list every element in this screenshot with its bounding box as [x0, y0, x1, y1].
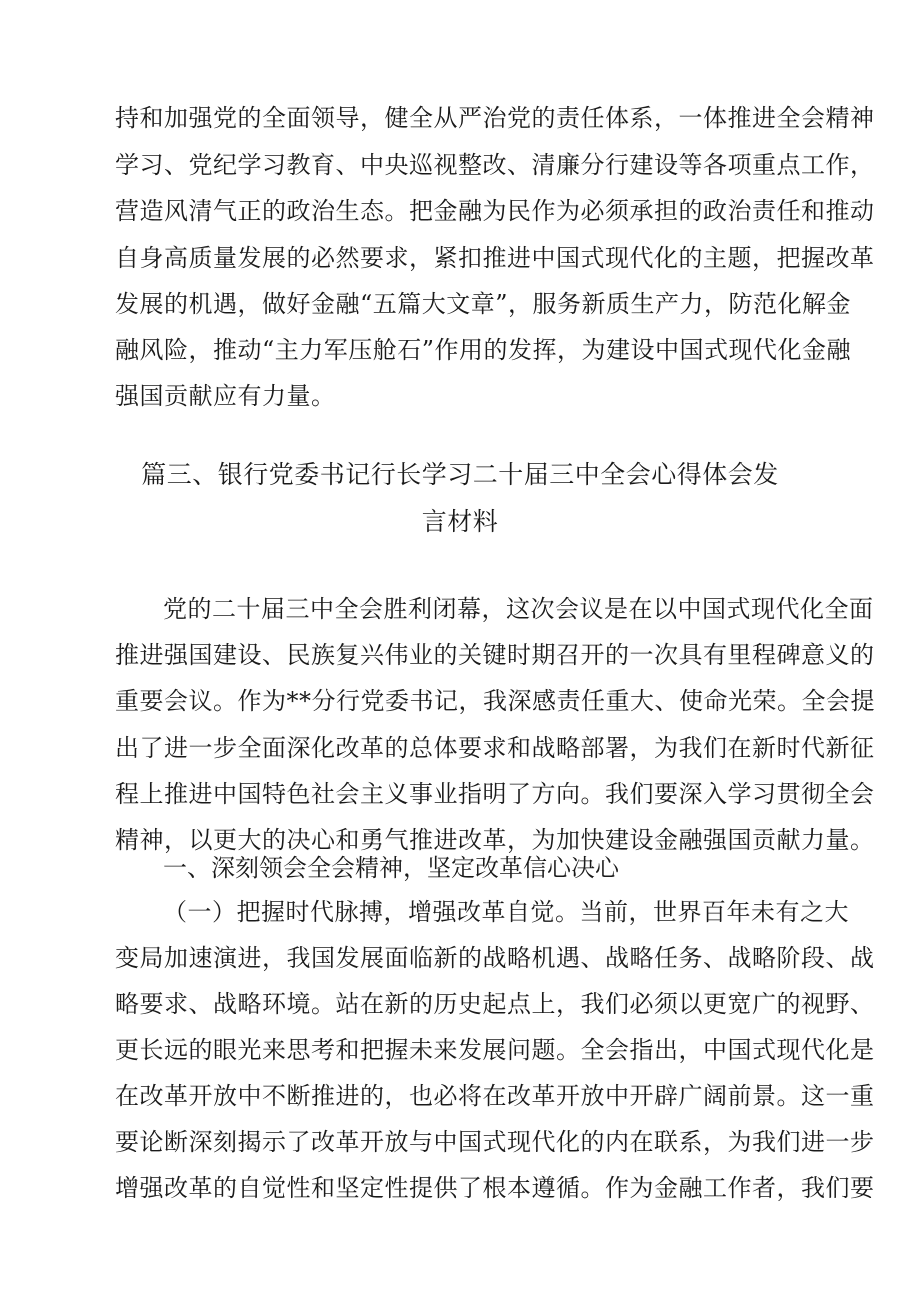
section-body-line: 略要求、战略环境。站在新的历史起点上，我们必须以更宽广的视野、	[115, 990, 875, 1018]
prev-section-line: 营造风清气正的政治生态。把金融为民作为必须承担的政治责任和推动	[115, 197, 875, 225]
section-body-line: （一）把握时代脉搏，增强改革自觉。当前，世界百年未有之大	[163, 898, 849, 926]
prev-section-line: 融风险，推动“主力军压舱石”作用的发挥，为建设中国式现代化金融	[115, 336, 852, 364]
prev-section-line: 自身高质量发展的必然要求，紧扣推进中国式现代化的主题，把握改革	[115, 244, 875, 272]
prev-section-line: 持和加强党的全面领导，健全从严治党的责任体系，一体推进全会精神	[115, 104, 875, 132]
intro-line: 推进强国建设、民族复兴伟业的关键时期召开的一次具有里程碑意义的	[115, 641, 875, 669]
prev-section-line: 发展的机遇，做好金融“五篇大文章”，服务新质生产力，防范化解金	[115, 290, 852, 318]
section-body-line: 增强改革的自觉性和坚定性提供了根本遵循。作为金融工作者，我们要	[115, 1174, 875, 1202]
article-title-line-1: 篇三、银行党委书记行长学习二十届三中全会心得体会发	[141, 460, 779, 489]
intro-line: 党的二十届三中全会胜利闭幕，这次会议是在以中国式现代化全面	[163, 595, 874, 623]
intro-line: 重要会议。作为**分行党委书记，我深感责任重大、使命光荣。全会提	[115, 687, 875, 715]
section-body-line: 变局加速演进，我国发展面临新的战略机遇、战略任务、战略阶段、战	[115, 944, 875, 972]
intro-line: 出了进一步全面深化改革的总体要求和战略部署，为我们在新时代新征	[115, 734, 875, 762]
prev-section-line: 强国贡献应有力量。	[115, 382, 336, 410]
prev-section-line: 学习、党纪学习教育、中央巡视整改、清廉分行建设等各项重点工作，	[115, 151, 875, 179]
intro-line: 精神，以更大的决心和勇气推进改革，为加快建设金融强国贡献力量。	[115, 826, 875, 854]
section-heading: 一、深刻领会全会精神，坚定改革信心决心	[163, 854, 619, 882]
article-title-line-2: 言材料	[421, 507, 499, 536]
section-body-line: 在改革开放中不断推进的，也必将在改革开放中开辟广阔前景。这一重	[115, 1082, 875, 1110]
intro-line: 程上推进中国特色社会主义事业指明了方向。我们要深入学习贯彻全会	[115, 780, 875, 808]
section-body-line: 更长远的眼光来思考和把握未来发展问题。全会指出，中国式现代化是	[115, 1036, 875, 1064]
section-body-line: 要论断深刻揭示了改革开放与中国式现代化的内在联系，为我们进一步	[115, 1128, 875, 1156]
